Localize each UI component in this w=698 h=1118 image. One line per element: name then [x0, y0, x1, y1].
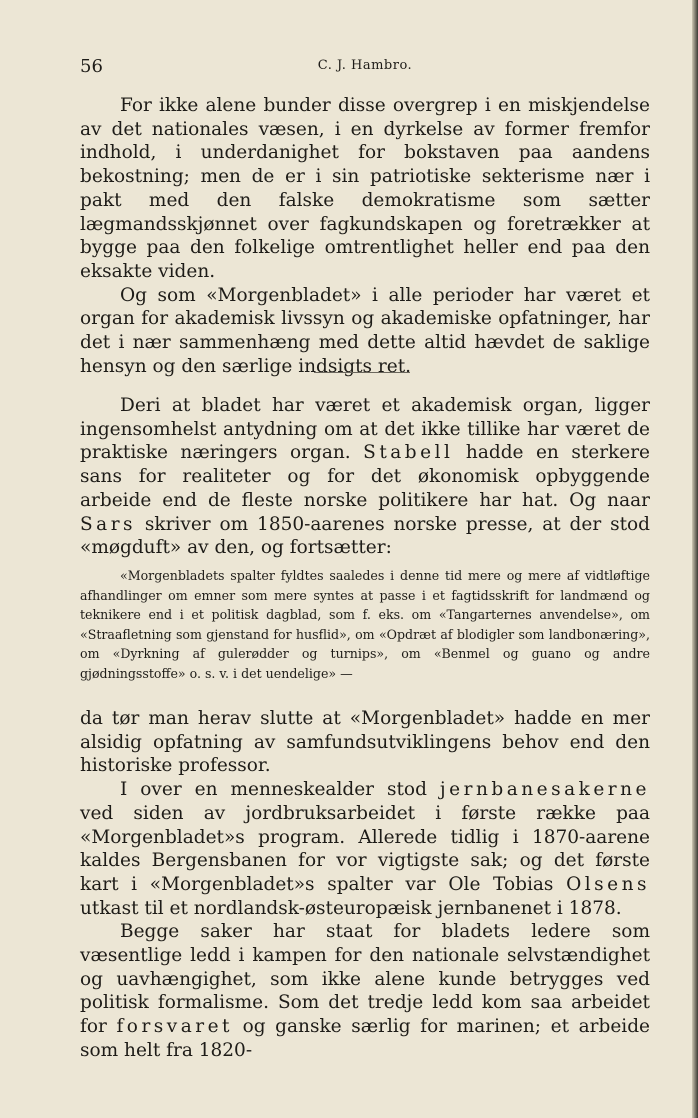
section-separator — [314, 372, 410, 373]
name-olsens: Olsens — [566, 873, 650, 895]
paragraph: For ikke alene bunder disse overgrep i en miskjendelse av det nationales væsen, i en dyrkelse av former fremfor indhold, i underdanighet for bokstaven paa aandens bekostning; men de er i sin patriotiske sekterisme nær i pakt med den falske demokratisme som sætter lægmandsskjønnet over fagkundskapen og foretrækker at bygge paa den folkelige omtrentlighet heller end paa den eksakte viden. — [80, 95, 650, 282]
page-header — [80, 56, 650, 80]
paragraph-text: Deri at bladet har været et akademisk organ, ligger ingensomhelst antydning om at det ikke tillike har været de praktiske næringers organ. — [80, 395, 650, 464]
running-head: C. J. Hambro. — [317, 58, 413, 73]
name-stabell: Stabell — [363, 442, 454, 464]
text-section-3 — [80, 707, 650, 1063]
paragraph — [80, 778, 650, 920]
emphasis-jernbanesakerne: jernbanesakerne — [439, 779, 650, 801]
paragraph-text: ved siden av jordbruksarbeidet i første række paa «Morgenbladet»s program. Allerede tidlig i 1870-aarene kaldes Bergensbanen for vor vigtigste sak; og det første kart i «Morgenbladet»s spalter var Ole Tobias — [80, 802, 650, 895]
page-number: 56 — [80, 56, 103, 77]
paragraph-text: hadde en sterkere sans for realiteter og for det økonomisk opbyggende arbeide end de fleste norske politikere har hat. Og naar — [80, 442, 651, 511]
paragraph-text: I over en menneskealder stod — [120, 779, 427, 801]
paragraph-text: skriver om 1850-aarenes norske presse, at der stod «møgduft» av den, og fortsætter: — [80, 513, 650, 559]
emphasis-forsvaret: forsvaret — [116, 1016, 233, 1038]
paragraph-text: utkast til et nordlandsk-østeuropæisk jernbanenet i 1878. — [80, 897, 622, 919]
block-quote: «Morgenbladets spalter fyldtes saaledes i denne tid mere og mere af vidtløftige afhandlinger om emner som mere syntes at passe i et fagtidsskrift for landmænd og teknikere end i et politisk dagblad, som f. eks. om «Tangarternes anvendelse», om «Straafletning som gjenstand for husflid», om «Opdræt af blodigler som landbonæring», om «Dyrkning af gulerødder og turnips», om «Benmel og guano og andre gjødningsstoffe» o. s. v. i det uendelige» — — [80, 568, 650, 681]
page-edge-shadow — [692, 0, 698, 1118]
paragraph: Og som «Morgenbladet» i alle perioder har været et organ for akademisk livssyn og akademiske opfatninger, har det i nær sammenhæng med dette altid hævdet de saklige hensyn og den særlige indsigts ret. — [80, 284, 650, 377]
text-section-1 — [80, 94, 650, 378]
paragraph — [80, 394, 650, 560]
name-sars: Sars — [80, 513, 137, 535]
text-section-2 — [80, 394, 650, 560]
paragraph-text: Begge saker har staat for bladets ledere som væsentlige ledd i kampen for den nationale selvstændighet og uavhængighet, som ikke alene kunde betrygges ved politisk formalisme. Som det tredje ledd kom saa arbeidet for — [80, 921, 650, 1038]
paragraph-text: og ganske særlig for marinen; et arbeide som helt fra 1820- — [80, 1016, 650, 1061]
paragraph: da tør man herav slutte at «Morgenbladet» hadde en mer alsidig opfatning av samfundsutviklingens behov end den historiske professor. — [80, 708, 650, 777]
paragraph — [80, 920, 650, 1062]
